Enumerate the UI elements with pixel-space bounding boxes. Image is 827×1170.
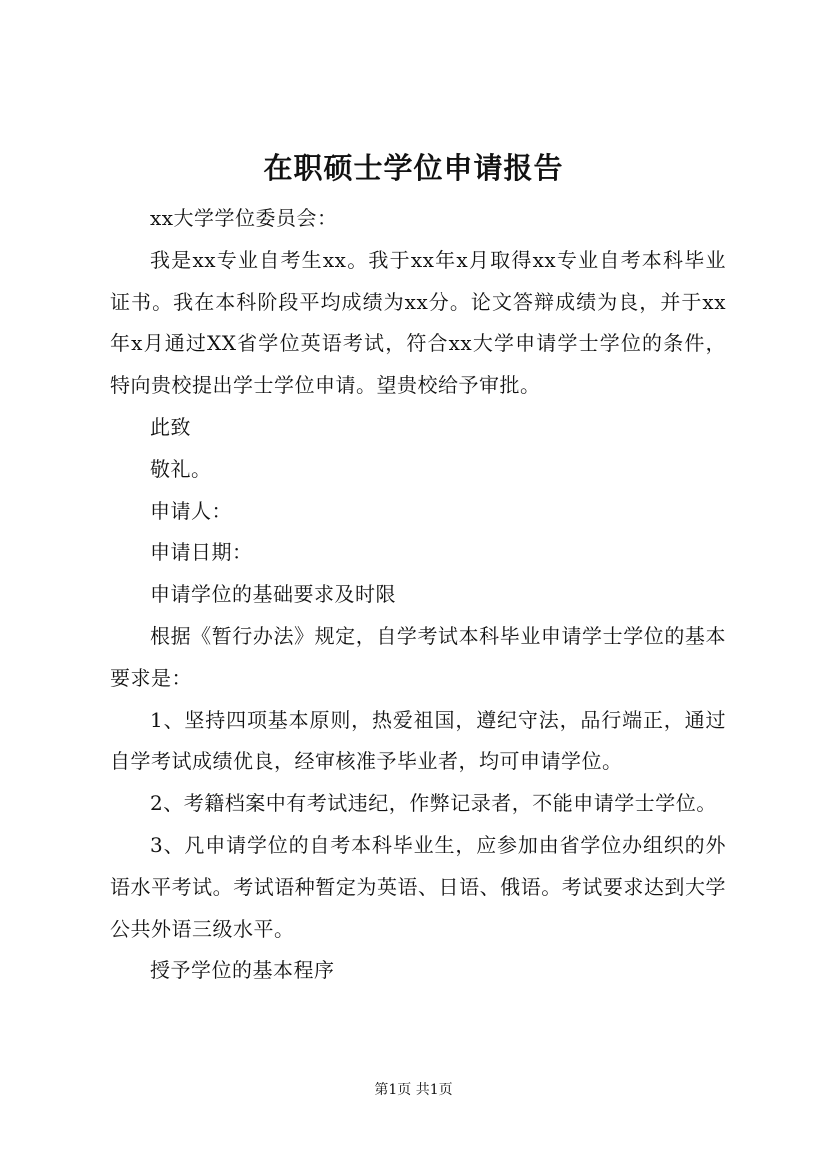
paragraph-requirement-3: 3、凡申请学位的自考本科毕业生，应参加由省学位办组织的外语水平考试。考试语种暂定为英语、日语、俄语。考试要求达到大学公共外语三级水平。 — [110, 832, 726, 941]
paragraph-requirements-intro: 根据《暂行办法》规定，自学考试本科毕业申请学士学位的基本要求是： — [110, 623, 726, 690]
applicant-line: 申请人： — [150, 498, 232, 523]
paragraph-application: 我是xx专业自考生xx。我于xx年x月取得xx专业自考本科毕业证书。我在本科阶段平均成绩为xx分。论文答辩成绩为良，并于xx年x月通过XX省学位英语考试，符合xx大学申请学士学位的条件，特向贵校提出学士学位申请。望贵校给予审批。 — [110, 247, 726, 398]
section-heading-procedure: 授予学位的基本程序 — [150, 958, 335, 983]
date-line: 申请日期： — [150, 540, 253, 565]
paragraph-requirement-2: 2、考籍档案中有考试违纪，作弊记录者，不能申请学士学位。 — [150, 791, 717, 816]
salutation: xx大学学位委员会： — [150, 206, 338, 230]
closing-line: 此致 — [150, 414, 191, 439]
page-footer: 第1页 共1页 — [374, 1082, 453, 1098]
section-heading-requirements: 申请学位的基础要求及时限 — [150, 582, 396, 607]
paragraph-requirement-1: 1、坚持四项基本原则，热爱祖国，遵纪守法，品行端正，通过自学考试成绩优良，经审核准予毕业者，均可申请学位。 — [110, 707, 726, 774]
document-title: 在职硕士学位申请报告 — [263, 151, 564, 185]
closing-salute: 敬礼。 — [150, 456, 212, 481]
document-body — [110, 198, 726, 992]
